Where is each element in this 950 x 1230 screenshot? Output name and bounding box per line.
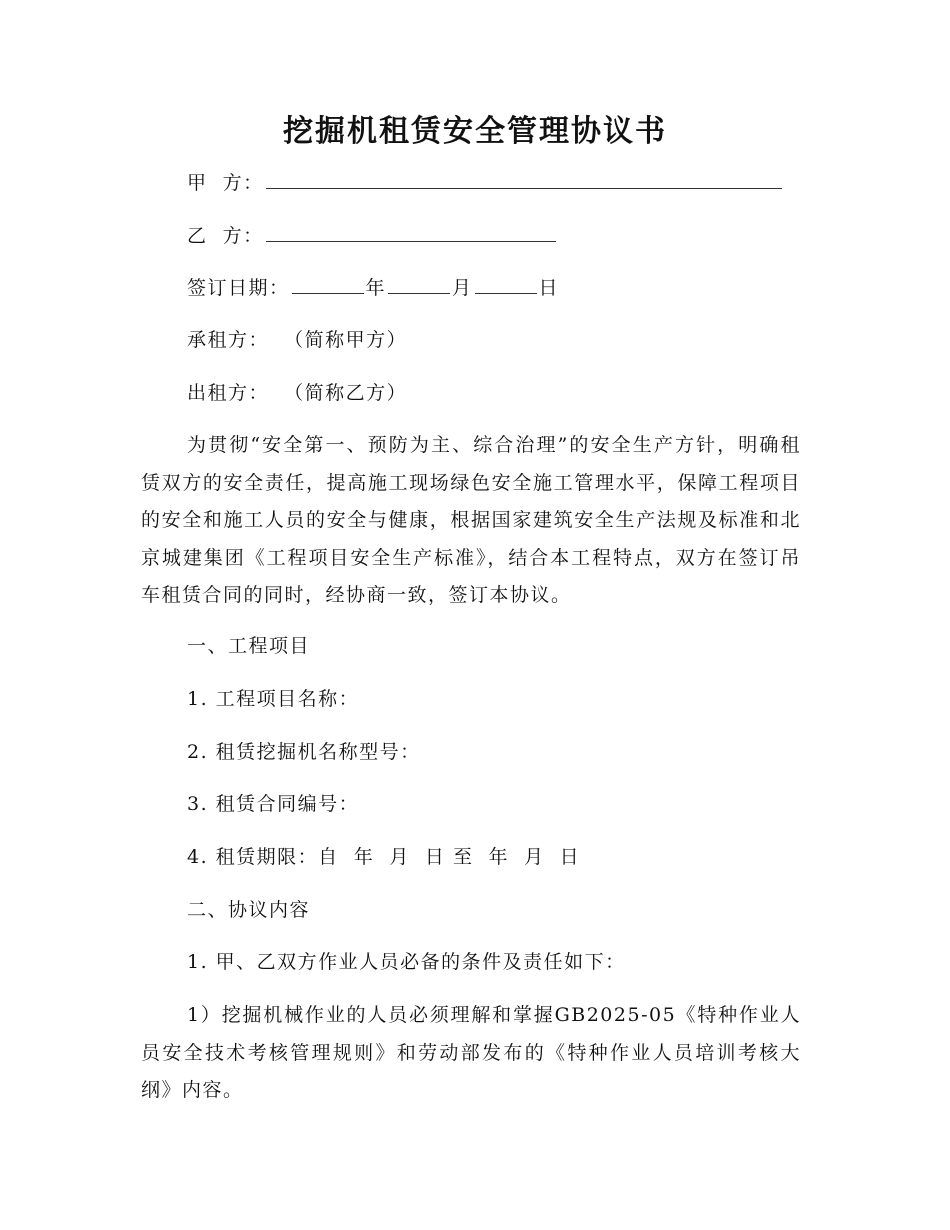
lessee-line — [187, 325, 407, 355]
party-a-blank — [266, 168, 782, 189]
lessor-note: （简称乙方） — [284, 382, 408, 404]
day-blank — [475, 273, 537, 294]
month-label: 月 — [452, 277, 473, 299]
lessee-note: （简称甲方） — [284, 329, 408, 351]
section1-heading: 一、工程项目 — [187, 635, 311, 657]
item-operator-requirements: 1）挖掘机械作业的人员必须理解和掌握GB2025-05《特种作业人员安全技术考核管理规则》和劳动部发布的《特种作业人员培训考核大纲》内容。 — [141, 1004, 801, 1101]
party-a-label: 甲 方： — [187, 172, 264, 194]
item-personnel-conditions: 1. 甲、乙双方作业人员必备的条件及责任如下： — [187, 951, 626, 973]
month-blank — [388, 273, 450, 294]
intro-paragraph: 为贯彻“安全第一、预防为主、综合治理”的安全生产方针，明确租赁双方的安全责任，提高施工现场绿色安全施工管理水平，保障工程项目的安全和施工人员的安全与健康，根据国家建筑安全生产法规及标准和北京城建集团《工程项目安全生产标准》，结合本工程特点，双方在签订吊车租赁合同的同时，经协商一致，签订本协议。 — [141, 434, 801, 606]
item-excavator-model: 2. 租赁挖掘机名称型号： — [187, 741, 421, 763]
party-b-blank — [266, 221, 556, 242]
lessee-label: 承租方： — [187, 329, 270, 351]
party-a-line — [187, 168, 784, 198]
year-label: 年 — [365, 277, 387, 299]
document-title: 挖掘机租赁安全管理协议书 — [283, 114, 667, 149]
party-b-line — [187, 221, 558, 251]
item-contract-number: 3. 租赁合同编号： — [187, 793, 360, 815]
lessor-label: 出租方： — [187, 382, 270, 404]
item-project-name: 1. 工程项目名称： — [187, 688, 360, 710]
sign-date-label: 签订日期： — [187, 277, 290, 299]
item-lease-period: 4. 租赁期限：自 年 月 日 至 年 月 日 — [187, 846, 581, 868]
section2-heading: 二、协议内容 — [187, 899, 311, 921]
day-label: 日 — [538, 277, 560, 299]
sign-date-line — [187, 273, 559, 303]
year-blank — [292, 273, 364, 294]
lessor-line — [187, 378, 407, 408]
party-b-label: 乙 方： — [187, 225, 264, 247]
